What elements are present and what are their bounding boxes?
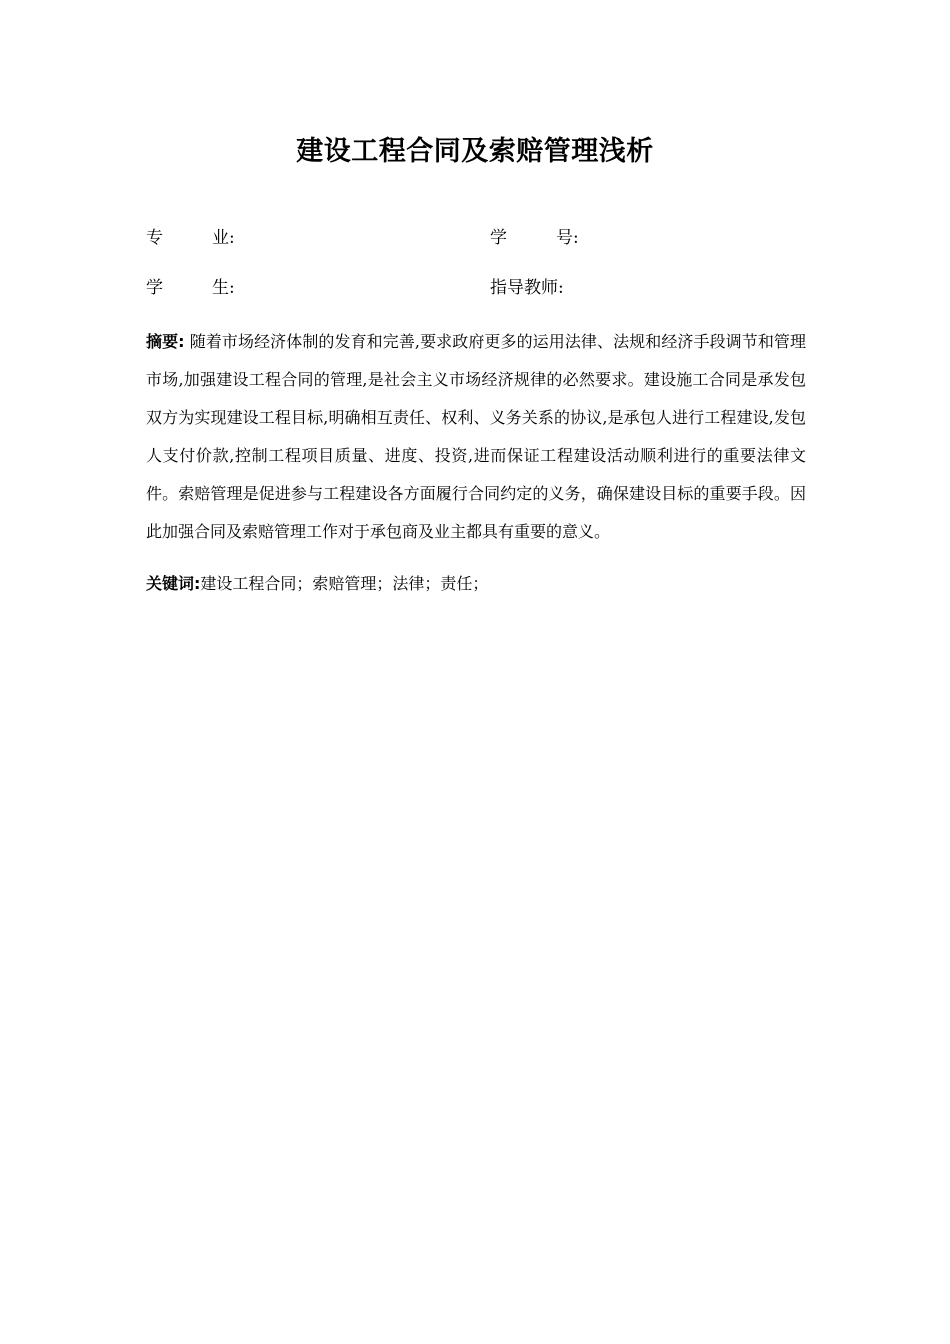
- student-label-char-1: 学: [146, 278, 163, 298]
- major-label-char-2: 业:: [212, 228, 235, 248]
- student-label-char-2: 生:: [212, 278, 235, 298]
- advisor-label: 指导教师:: [490, 278, 564, 298]
- document-title: 建设工程合同及索赔管理浅析: [296, 136, 654, 167]
- keywords-line: [146, 570, 806, 598]
- student-id-label-char-2: 号:: [556, 228, 579, 248]
- keywords-label: 关键词:: [146, 574, 201, 593]
- major-label-char-1: 专: [146, 228, 163, 248]
- student-id-label-char-1: 学: [490, 228, 507, 248]
- major-field: [146, 226, 235, 250]
- advisor-field: [490, 276, 564, 300]
- student-id-field: [490, 226, 579, 250]
- abstract-label: 摘要:: [146, 332, 185, 351]
- abstract-text: 随着市场经济体制的发育和完善,要求政府更多的运用法律、法规和经济手段调节和管理市场,加强建设工程合同的管理,是社会主义市场经济规律的必然要求。建设施工合同是承发包双方为实现建设工程目标,明确相互责任、权利、义务关系的协议,是承包人进行工程建设,发包人支付价款,控制工程项目质量、进度、投资,进而保证工程建设活动顺利进行的重要法律文件。索赔管理是促进参与工程建设各方面履行合同约定的义务，确保建设目标的重要手段。因此加强合同及索赔管理工作对于承包商及业主都具有重要的意义。: [146, 332, 806, 541]
- keywords-text: 建设工程合同；索赔管理；法律；责任；: [200, 574, 489, 593]
- abstract-paragraph: [146, 323, 806, 551]
- student-name-field: [146, 276, 235, 300]
